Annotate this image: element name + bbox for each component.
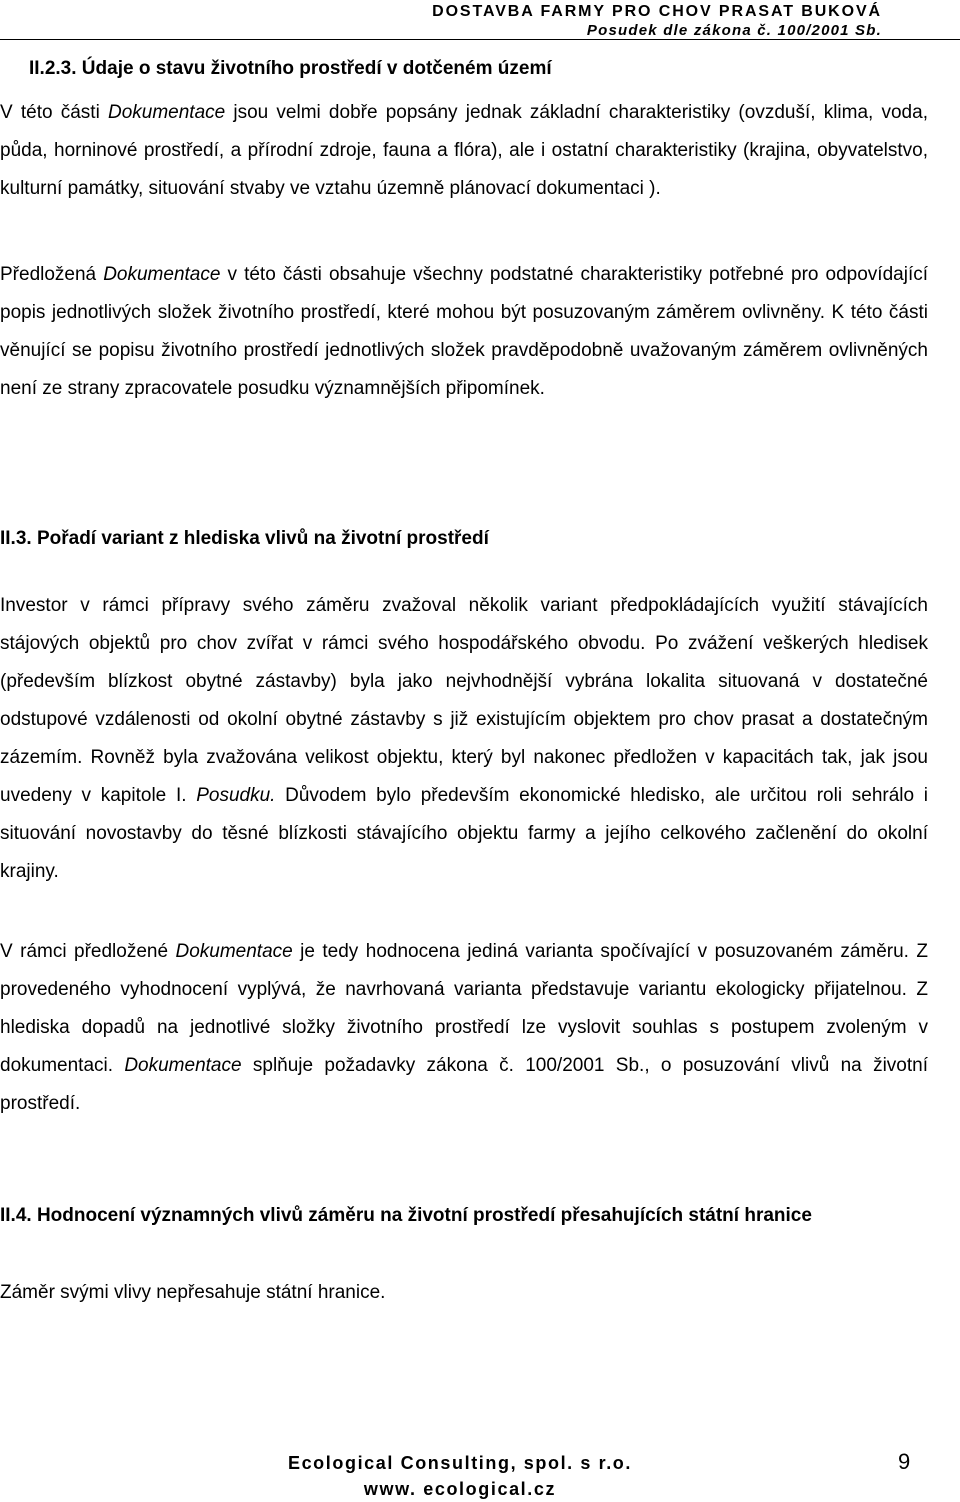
emphasis-dokumentace: Dokumentace [107,102,226,123]
paragraph-text: V této části [0,102,108,123]
emphasis-dokumentace: Dokumentace [175,941,293,962]
paragraph-text: splňuje požadavky zákona č. 100/2001 Sb., o posuzování vlivů na životní prostředí. [0,1055,928,1114]
section-3-paragraph-2 [0,933,928,1123]
section-4-heading: II.4. Hodnocení významných vlivů záměru na životní prostředí přesahujících státní hranice [0,1205,812,1226]
paragraph-text: je tedy hodnocena jediná varianta spočívající v posuzovaném záměru. Z provedeného vyhodnocení vyplývá, že navrhovaná varianta představuje variantu ekologicky přijatelnou. Z hlediska dopadů na jednotlivé složky životního prostředí lze vyslovit souhlas s postupem zvoleným v dokumentaci. [0,941,929,1076]
paragraph-text: V rámci předložené [0,941,176,962]
section-223-paragraph-2 [0,256,928,408]
section-3-paragraph-1 [0,587,928,891]
footer-website: www. ecological.cz [363,1479,557,1499]
section-223-paragraph-1 [0,94,928,208]
paragraph-text: Investor v rámci přípravy svého záměru zvažoval několik variant předpokládajících využití stávajících stájových objektů pro chov zvířat v rámci svého hospodářského obvodu. Po zvážení veškerých hledisek (především blízkost obytné zástavby) byla jako nejvhodnější vybrána lokalita situovaná v dostatečné odstupové vzdálenosti od okolní obytné zástavby s již existujícím objektem pro chov prasat a dostatečným zázemím. Rovněž byla zvažována velikost objektu, který byl nakonec předložen v kapacitách tak, jak jsou uvedeny v kapitole I. [0,595,928,806]
paragraph-text: jsou velmi dobře popsány jednak základní charakteristiky (ovzduší, klima, voda, půda, horninové prostředí, a přírodní zdroje, fauna a flóra), ale i ostatní charakteristiky (krajina, obyvatelstvo, kulturní památky, situování stvaby ve vztahu územně plánovací dokumentaci ). [0,102,928,199]
footer-company-name: Ecological Consulting, spol. s r.o. [287,1453,633,1473]
page-header [432,2,882,40]
emphasis-dokumentace: Dokumentace [124,1055,242,1076]
header-divider [0,39,960,40]
header-document-subtitle: Posudek dle zákona č. 100/2001 Sb. [586,22,882,39]
paragraph-text: v této části obsahuje všechny podstatné charakteristiky potřebné pro odpovídající popis jednotlivých složek životního prostředí, které mohou být posuzovaným záměrem ovlivněny. K této části věnující se popisu životního prostředí jednotlivých složek pravděpodobně uvažovaným záměrem ovlivněných není ze strany zpracovatele posudku významnějších připomínek. [0,264,928,399]
section-223-heading: II.2.3. Údaje o stavu životního prostředí v dotčeném území [29,58,552,79]
emphasis-dokumentace: Dokumentace [103,264,221,285]
section-3-heading: II.3. Pořadí variant z hlediska vlivů na životní prostředí [0,528,489,549]
emphasis-posudku: Posudku. [196,785,276,806]
section-4-paragraph-1: Záměr svými vlivy nepřesahuje státní hranice. [0,1282,386,1303]
page-footer [0,1450,920,1502]
page-number: 9 [898,1449,911,1474]
paragraph-text: Předložená [0,264,104,285]
header-project-title: DOSTAVBA FARMY PRO CHOV PRASAT BUKOVÁ [432,3,882,20]
paragraph-text: Důvodem bylo především ekonomické hledisko, ale určitou roli sehrálo i situování novostavby do těsné blízkosti stávajícího objektu farmy a jejího celkového začlenění do okolní krajiny. [0,785,928,882]
